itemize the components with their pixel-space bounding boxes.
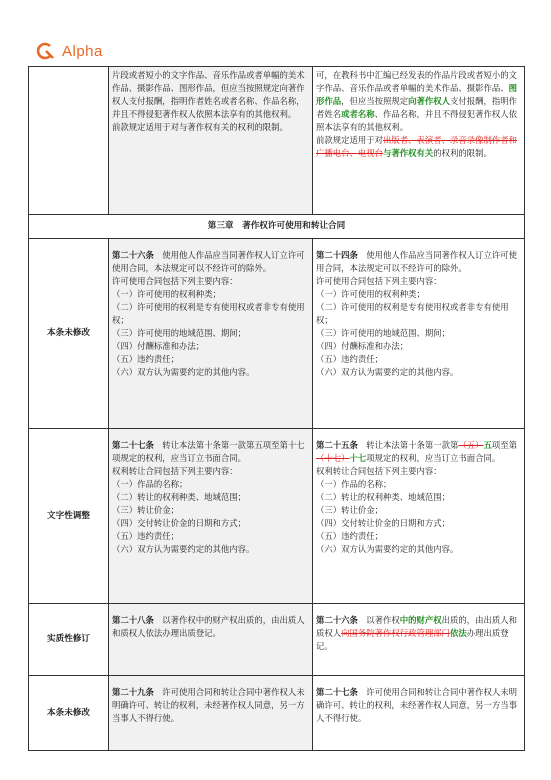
article-number: 第二十四条 xyxy=(316,250,358,260)
list-item: （六）双方认为需要约定的其他内容。 xyxy=(316,544,459,554)
table-row xyxy=(29,676,525,751)
list-item: （六）双方认为需要约定的其他内容。 xyxy=(112,544,255,554)
table-row xyxy=(29,604,525,676)
old-text-cell xyxy=(109,67,313,215)
article-number: 第二十八条 xyxy=(112,615,154,625)
table-row xyxy=(29,429,525,604)
list-item: （一）作品的名称； xyxy=(316,479,392,489)
brand-name: Alpha xyxy=(62,42,103,60)
inserted-text: 五 xyxy=(483,440,492,450)
old-paragraph: 前款规定适用于对与著作权有关的权利的限制。 xyxy=(112,122,288,132)
list-item: （三）许可使用的地域范围、期间； xyxy=(112,328,246,338)
list-item: （五）违约责任； xyxy=(316,531,383,541)
old-text-cell: 第二十六条 使用他人作品应当同著作权人订立许可使用合同，本法规定可以不经许可的除外。 许可使用合同包括下列主要内容： （一）许可使用的权利种类； （二）许可使用的权利是专有使用权或者非专有使用权； （三）许可使用的地域范围、期间； （四）付酬标准和办法； （五）违约责任； （六）双方认为需要约定的其他内容。 xyxy=(109,239,313,429)
old-text-cell: 第二十七条 转让本法第十条第一款第五项至第十七项规定的权利，应当订立书面合同。 权利转让合同包括下列主要内容： （一）作品的名称； （二）转让的权利种类、地域范围； （三）转让价金； （四）交付转让价金的日期和方式； （五）违约责任； （六）双方认为需要约定的其他内容。 xyxy=(109,429,313,604)
new-text-cell xyxy=(313,67,525,215)
list-item: （二）许可使用的权利是专有使用权或者非专有使用权； xyxy=(316,302,509,325)
inserted-text: 与著作权有关 xyxy=(383,148,434,158)
list-item: （二）转让的权利种类、地域范围； xyxy=(112,492,246,502)
list-item: （二）转让的权利种类、地域范围； xyxy=(316,492,450,502)
comparison-table xyxy=(28,66,525,751)
list-item: （六）双方认为需要约定的其他内容。 xyxy=(316,367,459,377)
new-text-cell: 第二十六条 以著作权中的财产权出质的，由出质人和质权人向国务院著作权行政管理部门依法办理出质登记。 xyxy=(313,604,525,676)
deleted-text: 出版者、表演者、录音录像制作者 xyxy=(383,135,509,145)
new-text-cell: 第二十七条 许可使用合同和转让合同中著作权人未明确许可、转让的权利，未经著作权人同意，另一方当事人不得行使。 xyxy=(313,676,525,751)
old-paragraph: 片段或者短小的文字作品、音乐作品或者单幅的美术作品、摄影作品、图形作品，但应当按照规定向著作权人支付报酬，指明作者姓名或者名称、作品名称，并且不得侵犯著作权人依照本法享有的其他权利。 xyxy=(112,70,305,119)
list-item: （一）许可使用的权利种类； xyxy=(112,289,221,299)
article-number: 第二十九条 xyxy=(112,687,154,697)
old-text-cell: 第二十八条 以著作权中的财产权出质的，由出质人和质权人依法办理出质登记。 xyxy=(109,604,313,676)
old-text-cell: 第二十九条 许可使用合同和转让合同中著作权人未明确许可、转让的权利，未经著作权人同意，另一方当事人不得行使。 xyxy=(109,676,313,751)
list-item: （五）违约责任； xyxy=(316,354,383,364)
row-label: 实质性修订 xyxy=(29,604,109,676)
article-number: 第二十七条 xyxy=(316,687,358,697)
deleted-text: 和 xyxy=(508,135,517,145)
article-number: 第二十六条 xyxy=(316,615,358,625)
table-row xyxy=(29,67,525,215)
list-item: （四）付酬标准和办法； xyxy=(316,341,409,351)
article-number: 第二十六条 xyxy=(112,250,154,260)
article-number: 第二十七条 xyxy=(112,440,154,450)
deleted-text: 向国务院著作权行政管理部门 xyxy=(341,628,450,638)
list-item: （三）转让价金； xyxy=(316,505,383,515)
row-label xyxy=(29,67,109,215)
list-item: （六）双方认为需要约定的其他内容。 xyxy=(112,367,255,377)
new-paragraph: 前款规定适用于对出版者、表演者、录音录像制作者和广播电台、电视台与著作权有关的权利的限制。 xyxy=(316,135,517,158)
inserted-text: 向著作权人 xyxy=(408,96,450,106)
deleted-text: 广播电台、电视台 xyxy=(316,148,383,158)
row-label: 本条未修改 xyxy=(29,239,109,429)
new-paragraph: 可，在教科书中汇编已经发表的作品片段或者短小的文字作品、音乐作品或者单幅的美术作品、摄影作品、图形作品，但应当按照规定向著作权人支付报酬，指明作者姓名或者名称、作品名称，并且不得侵犯著作权人依照本法享有的其他权利。 xyxy=(316,70,517,132)
list-item: （一）作品的名称； xyxy=(112,479,188,489)
list-item: （四）付酬标准和办法； xyxy=(112,341,205,351)
brand-logo xyxy=(36,40,103,62)
list-item: （四）交付转让价金的日期和方式； xyxy=(112,518,246,528)
list-item: （一）许可使用的权利种类； xyxy=(316,289,425,299)
deleted-text: （五） xyxy=(458,440,484,450)
list-item: （三）转让价金； xyxy=(112,505,179,515)
list-item: （四）交付转让价金的日期和方式； xyxy=(316,518,450,528)
inserted-text: 中的财产权 xyxy=(399,615,442,625)
chapter-heading: 第三章 著作权许可使用和转让合同 xyxy=(29,215,525,239)
list-item: （五）违约责任； xyxy=(112,354,179,364)
inserted-text: 十七 xyxy=(349,453,367,463)
new-text-cell: 第二十五条 转让本法第十条第一款第（五）五项至第（十七）十七项规定的权利，应当订立书面合同。 权利转让合同包括下列主要内容： （一）作品的名称； （二）转让的权利种类、地域范围； （三）转让价金； （四）交付转让价金的日期和方式； （五）违约责任； （六）双方认为需要约定的其他内容。 xyxy=(313,429,525,604)
row-label: 本条未修改 xyxy=(29,676,109,751)
article-number: 第二十五条 xyxy=(316,440,358,450)
list-item: （二）许可使用的权利是专有使用权或者非专有使用权； xyxy=(112,302,305,325)
list-item: （五）违约责任； xyxy=(112,531,179,541)
table-row xyxy=(29,239,525,429)
row-label: 文字性调整 xyxy=(29,429,109,604)
new-text-cell: 第二十四条 使用他人作品应当同著作权人订立许可使用合同，本法规定可以不经许可的除外。 许可使用合同包括下列主要内容： （一）许可使用的权利种类； （二）许可使用的权利是专有使用权或者非专有使用权； （三）许可使用的地域范围、期间； （四）付酬标准和办法； （五）违约责任； （六）双方认为需要约定的其他内容。 xyxy=(313,239,525,429)
inserted-text: 图形作品 xyxy=(316,83,517,106)
inserted-text: 或者名称 xyxy=(341,109,375,119)
list-item: （三）许可使用的地域范围、期间； xyxy=(316,328,450,338)
inserted-text: 依法 xyxy=(450,628,467,638)
deleted-text: （十七） xyxy=(316,453,350,463)
table-row xyxy=(29,215,525,239)
alpha-logo-icon xyxy=(36,41,56,61)
